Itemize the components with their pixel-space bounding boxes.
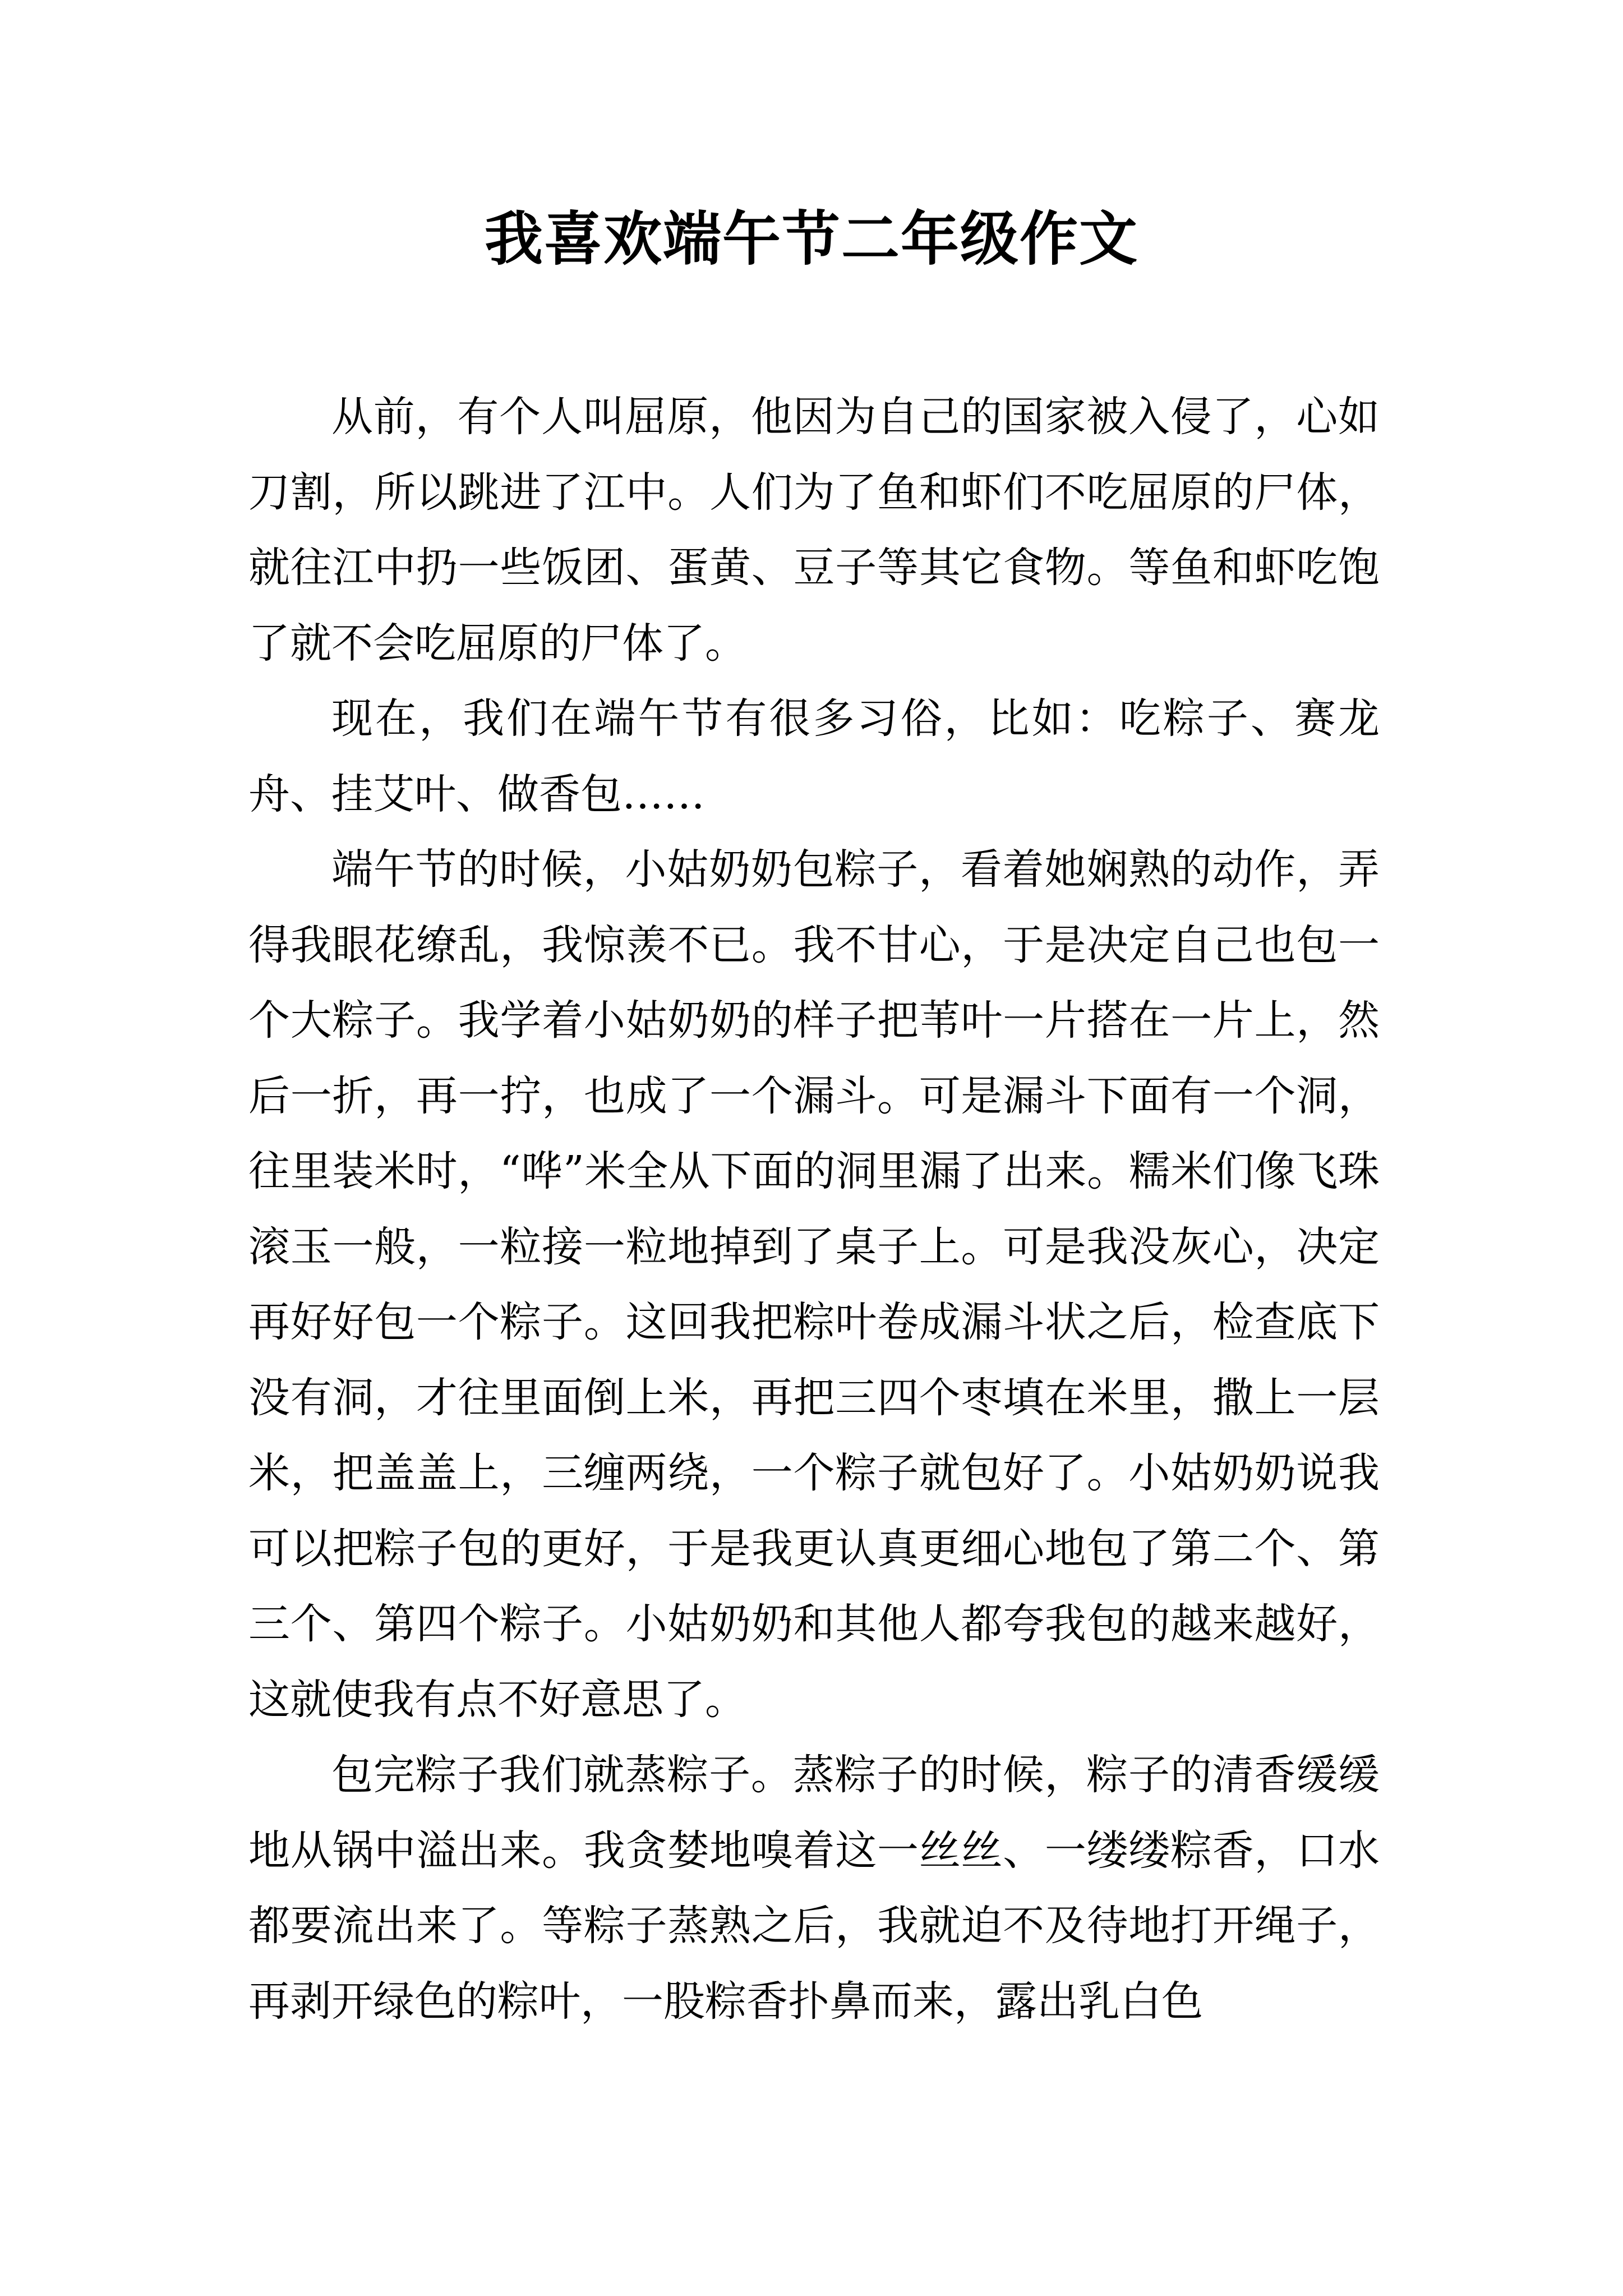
paragraph-1: 从前，有个人叫屈原，他因为自己的国家被入侵了，心如刀割，所以跳进了江中。人们为了鱼和虾们不吃屈原的尸体，就往江中扔一些饭团、蛋黄、豆子等其它食物。等鱼和虾吃饱了就不会吃屈原的尸体了。: [248, 393, 1380, 668]
document-title: 我喜欢端午节二年级作文: [484, 204, 1138, 273]
paragraph-4: 包完粽子我们就蒸粽子。蒸粽子的时候，粽子的清香缓缓地从锅中溢出来。我贪婪地嗅着这一丝丝、一缕缕粽香，口水都要流出来了。等粽子蒸熟之后，我就迫不及待地打开绳子，再剥开绿色的粽叶，一股粽香扑鼻而来，露出乳白色: [248, 1751, 1380, 2026]
document-body: [248, 379, 1380, 2039]
paragraph-2: 现在，我们在端午节有很多习俗，比如：吃粽子、赛龙舟、挂艾叶、做香包……: [248, 694, 1380, 818]
paragraph-3: 端午节的时候，小姑奶奶包粽子，看着她娴熟的动作，弄得我眼花缭乱，我惊羡不已。我不甘心，于是决定自己也包一个大粽子。我学着小姑奶奶的样子把苇叶一片搭在一片上，然后一折，再一拧，也成了一个漏斗。可是漏斗下面有一个洞，往里装米时，“哗”米全从下面的洞里漏了出来。糯米们像飞珠滚玉一般，一粒接一粒地掉到了桌子上。可是我没灰心，决定再好好包一个粽子。这回我把粽叶卷成漏斗状之后，检查底下没有洞，才往里面倒上米，再把三四个枣填在米里，撒上一层米，把盖盖上，三缠两绕，一个粽子就包好了。小姑奶奶说我可以把粽子包的更好，于是我更认真更细心地包了第二个、第三个、第四个粽子。小姑奶奶和其他人都夸我包的越来越好，这就使我有点不好意思了。: [248, 845, 1380, 1724]
